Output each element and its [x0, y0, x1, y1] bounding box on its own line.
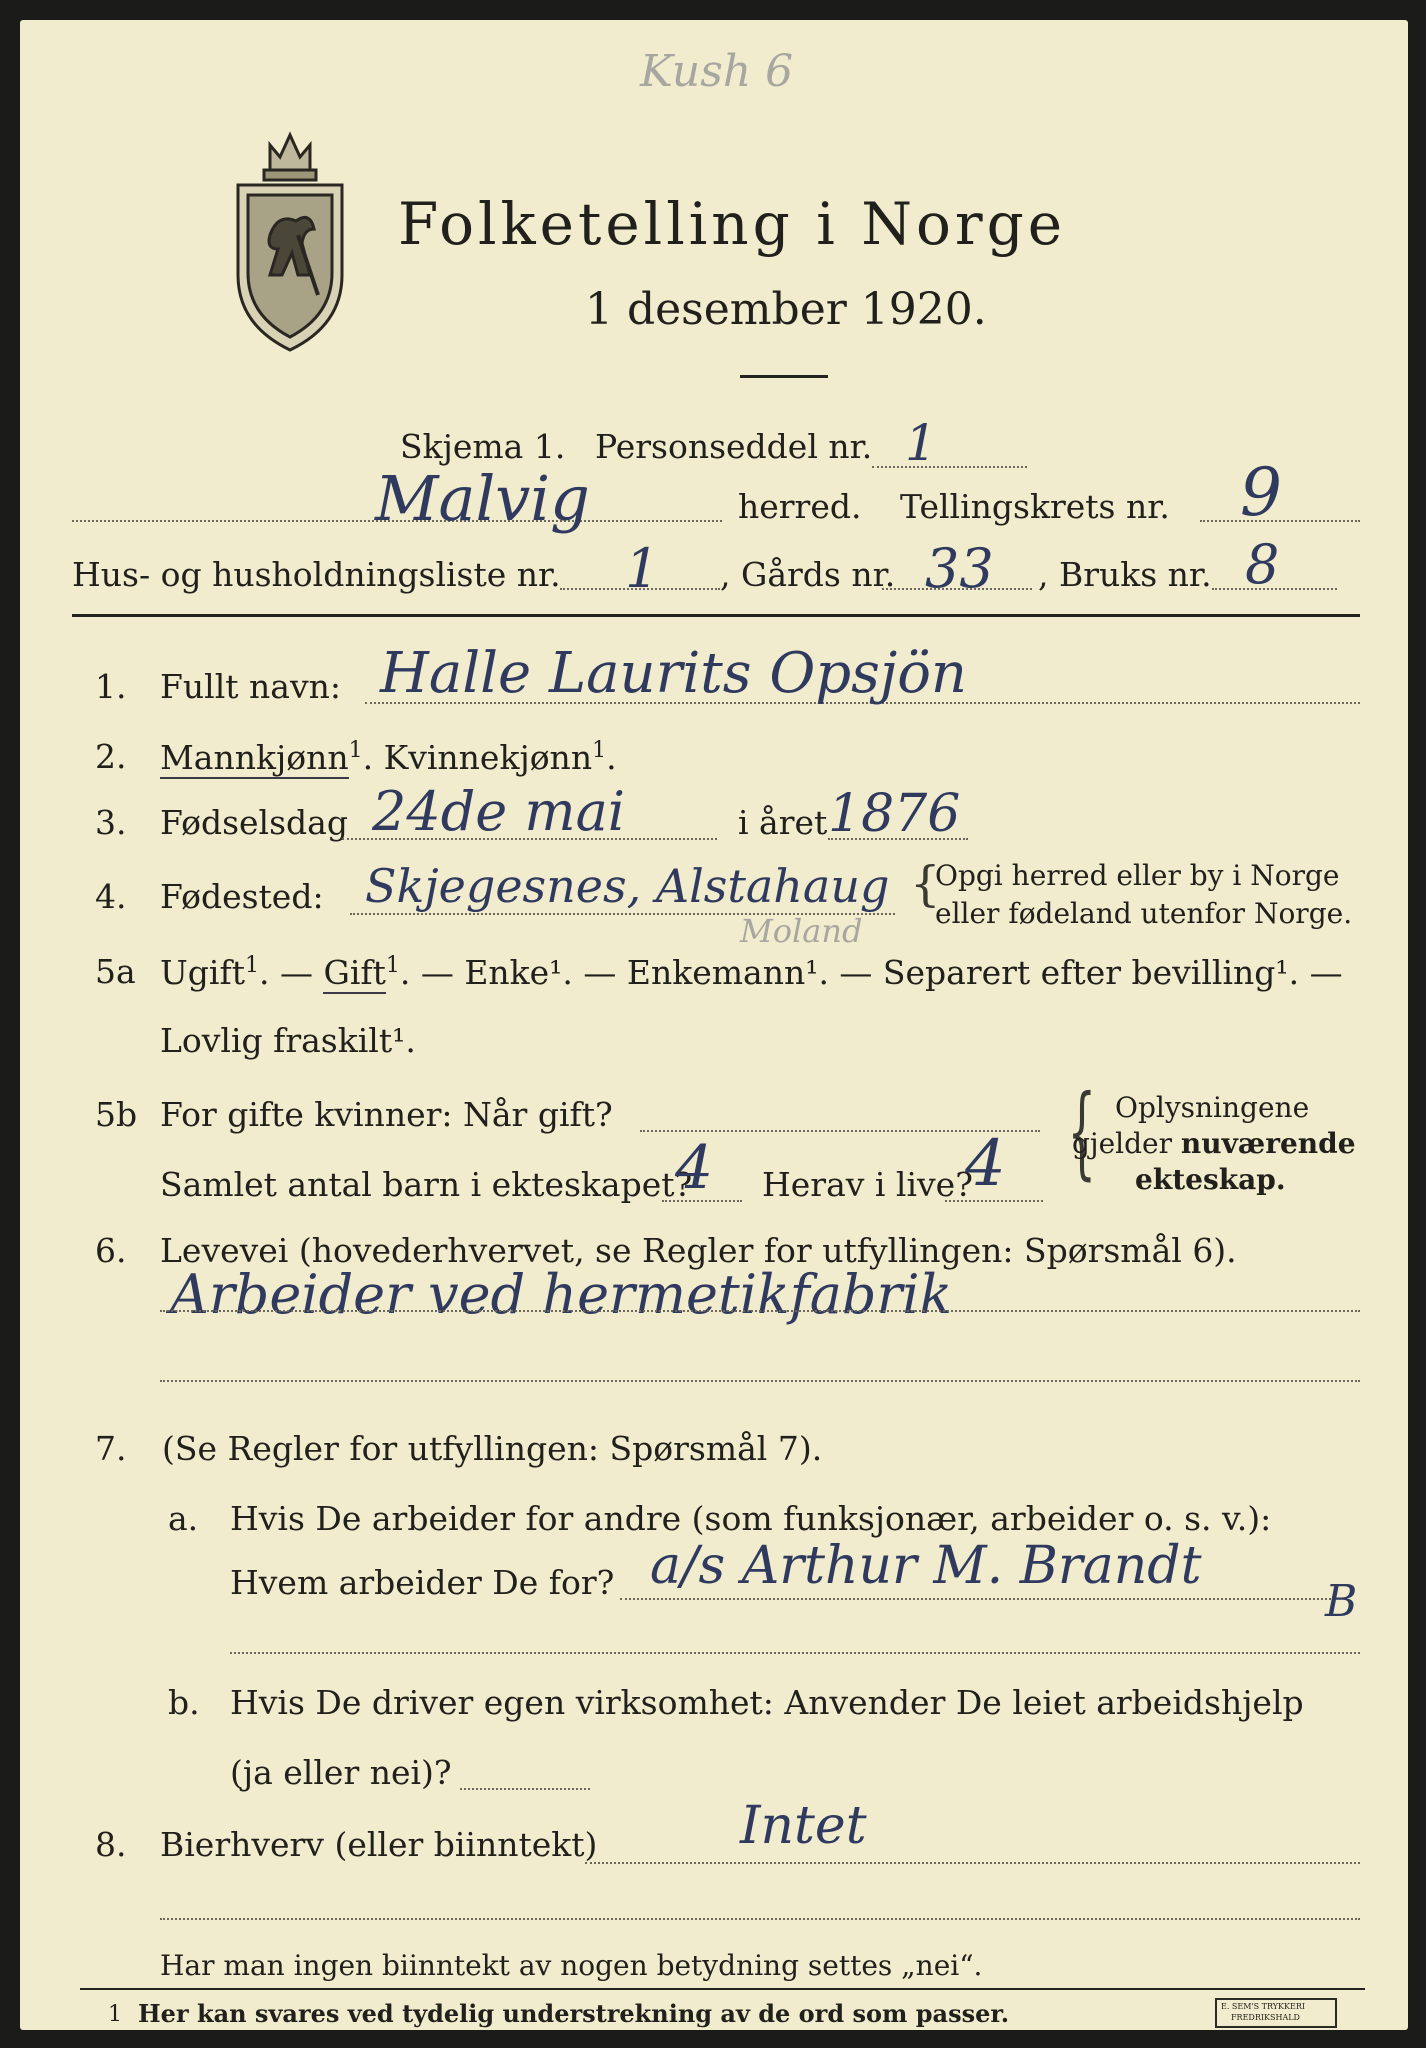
- q7-label: (Se Regler for utfyllingen: Spørsmål 7).: [162, 1429, 823, 1468]
- q2-gender-line: Mannkjønn$^1$. Kvinnekjønn$^1$.: [160, 738, 617, 777]
- q8-label: Bierhverv (eller biinntekt): [160, 1825, 598, 1864]
- gender-female: Kvinnekjønn: [383, 738, 593, 777]
- year-label: i året: [738, 803, 828, 842]
- personseddel-label: Personseddel nr.: [595, 427, 873, 466]
- employer-line-2: [230, 1652, 1360, 1654]
- q7b-letter: b.: [168, 1683, 200, 1722]
- footer-rule: [80, 1988, 1365, 1990]
- occupation-value: Arbeider ved hermetikfabrik: [170, 1263, 953, 1326]
- gards-label: , Gårds nr.: [720, 555, 896, 594]
- footnote-mark: 1: [108, 2002, 122, 2027]
- form-date: 1 desember 1920.: [585, 284, 987, 335]
- tellingskrets-label: Tellingskrets nr.: [900, 487, 1170, 526]
- q3-label: Fødselsdag: [160, 803, 348, 842]
- pencil-note: Kush 6: [640, 46, 794, 97]
- employer-line: [620, 1598, 1335, 1600]
- q7b-question: (ja eller nei)?: [230, 1753, 452, 1792]
- year-value: 1876: [828, 784, 961, 844]
- q6-label: Levevei (hovederhvervet, se Regler for utfyllingen: Spørsmål 6).: [160, 1231, 1237, 1270]
- marriage-note-1: Oplysningene: [1115, 1091, 1310, 1124]
- side-income-line: [585, 1862, 1360, 1864]
- side-income-line-2: [160, 1918, 1360, 1920]
- occupation-line-2: [160, 1380, 1360, 1382]
- children-value: 4: [675, 1133, 714, 1203]
- hus-label: Hus- og husholdningsliste nr.: [72, 555, 561, 594]
- brace-icon-2: {: [1067, 1073, 1097, 1190]
- birthday-value: 24de mai: [372, 780, 626, 843]
- q1-number: 1.: [95, 667, 127, 706]
- herred-value: Malvig: [375, 462, 590, 535]
- employer-mark: B: [1325, 1576, 1358, 1627]
- skjema-label: Skjema 1.: [400, 427, 566, 466]
- alive-label: Herav i live?: [762, 1165, 973, 1204]
- q5a-number: 5a: [95, 952, 136, 991]
- form-title: Folketelling i Norge: [398, 190, 1067, 258]
- q6-number: 6.: [95, 1231, 127, 1270]
- q7b-text: Hvis De driver egen virksomhet: Anvender De leiet arbeidshjelp: [230, 1683, 1304, 1722]
- footer-note: Har man ingen biinntekt av nogen betydning settes „nei“.: [160, 1949, 983, 1982]
- gender-male: Mannkjønn: [160, 738, 349, 777]
- status-gift: Gift: [323, 953, 386, 992]
- q1-label: Fullt navn:: [160, 667, 341, 706]
- gards-value: 33: [925, 537, 994, 600]
- footnote-text: Her kan svares ved tydelig understrekning av de ord som passer.: [138, 1999, 1010, 2028]
- tellingskrets-value: 9: [1240, 454, 1282, 531]
- q5b-number: 5b: [95, 1095, 138, 1134]
- hired-help-line: [460, 1788, 590, 1790]
- title-divider: [740, 375, 828, 378]
- birthplace-overwrite: Moland: [740, 912, 863, 950]
- q4-label: Fødested:: [160, 877, 324, 916]
- brace-icon: {: [910, 856, 941, 912]
- birthplace-hint-1: Opgi herred eller by i Norge: [935, 859, 1340, 892]
- q4-number: 4.: [95, 877, 127, 916]
- employer-value: a/s Arthur M. Brandt: [650, 1536, 1202, 1596]
- q7a-letter: a.: [168, 1499, 199, 1538]
- birthplace-value: Skjegesnes, Alstahaug: [365, 859, 890, 913]
- alive-value: 4: [965, 1127, 1006, 1201]
- q7a-text: Hvis De arbeider for andre (som funksjonær, arbeider o. s. v.):: [230, 1499, 1272, 1538]
- q2-number: 2.: [95, 737, 127, 776]
- herred-label: herred.: [738, 487, 862, 526]
- marriage-note-2: gjelder nuværende: [1072, 1127, 1356, 1160]
- bruks-value: 8: [1245, 533, 1280, 596]
- marital-status-line: Ugift$^1$. — Gift$^1$. — Enke¹. — Enkemann¹. — Separert efter bevilling¹. —: [160, 953, 1343, 992]
- q5b-label-1: For gifte kvinner: Når gift?: [160, 1095, 613, 1134]
- q7-number: 7.: [95, 1429, 127, 1468]
- q7a-question: Hvem arbeider De for?: [230, 1563, 615, 1602]
- personseddel-line: [872, 466, 1027, 468]
- q3-number: 3.: [95, 803, 127, 842]
- personseddel-value: 1: [905, 414, 937, 472]
- marriage-note-3: ekteskap.: [1135, 1163, 1286, 1196]
- bruks-label: , Bruks nr.: [1038, 555, 1212, 594]
- header-rule: [72, 614, 1360, 617]
- marital-status-line-2: Lovlig fraskilt¹.: [160, 1021, 416, 1060]
- census-form-page: [20, 20, 1408, 2030]
- q8-number: 8.: [95, 1825, 127, 1864]
- occupation-line-1: [160, 1310, 1360, 1312]
- hus-value: 1: [625, 537, 660, 600]
- coat-of-arms-icon: [230, 125, 350, 355]
- side-income-value: Intet: [740, 1796, 867, 1856]
- printer-stamp: E. SEM'S TRYKKERI FREDRIKSHALD: [1215, 1998, 1337, 2028]
- fullname-value: Halle Laurits Opsjön: [380, 641, 967, 706]
- q5b-label-2: Samlet antal barn i ekteskapet?: [160, 1165, 693, 1204]
- birthplace-hint-2: eller fødeland utenfor Norge.: [935, 897, 1353, 930]
